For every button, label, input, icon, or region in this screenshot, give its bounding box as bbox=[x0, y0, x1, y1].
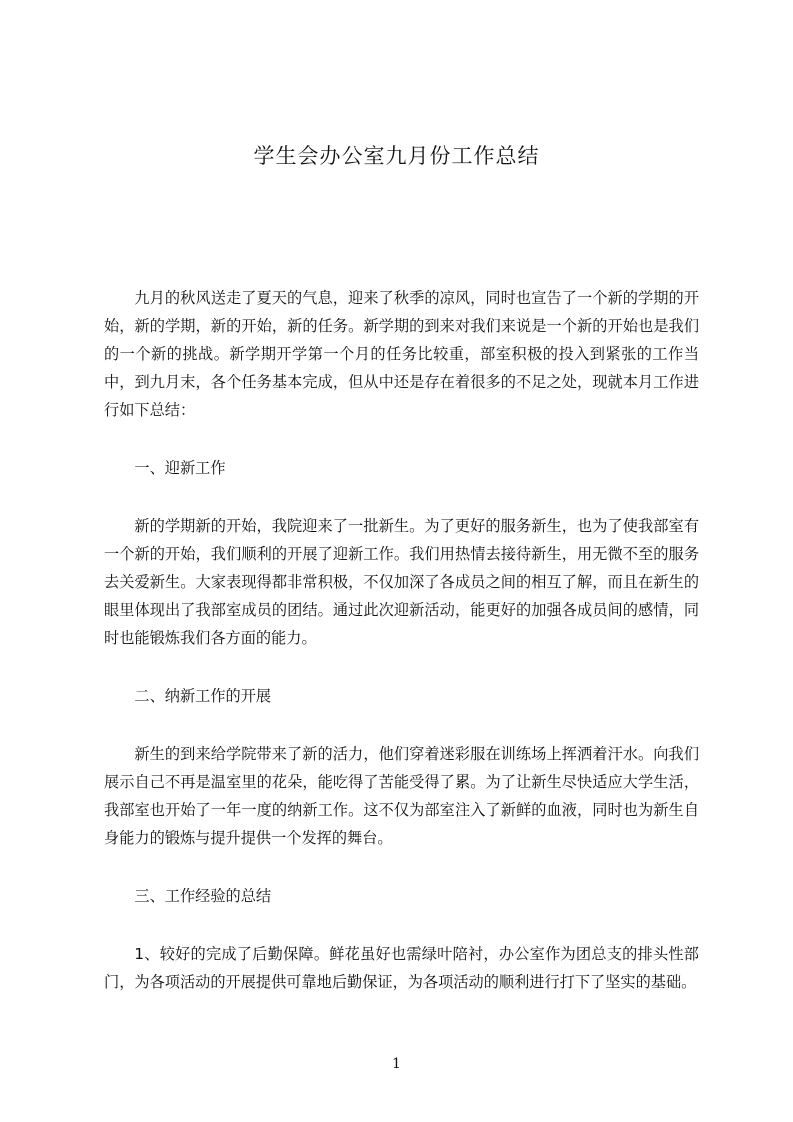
section-paragraph-welcome: 新的学期新的开始，我院迎来了一批新生。为了更好的服务新生，也为了使我部室有一个新的开始，我们顺利的开展了迎新工作。我们用热情去接待新生，用无微不至的服务去关爱新生。大家表现得都非常积极，不仅加深了各成员之间的相互了解，而且在新生的眼里体现出了我部室成员的团结。通过此次迎新活动，能更好的加强各成员间的感情，同时也能锻炼我们各方面的能力。 bbox=[104, 517, 699, 647]
section-paragraph-recruitment: 新生的到来给学院带来了新的活力，他们穿着迷彩服在训练场上挥洒着汗水。向我们展示自己不再是温室里的花朵，能吃得了苦能受得了累。为了让新生尽快适应大学生活，我部室也开始了一年一度的纳新工作。这不仅为部室注入了新鲜的血液，同时也为新生自身能力的锻炼与提升提供一个发挥的舞台。 bbox=[104, 745, 699, 847]
section-heading-experience: 三、工作经验的总结 bbox=[134, 887, 272, 905]
intro-paragraph: 九月的秋风送走了夏天的气息，迎来了秋季的凉风，同时也宣告了一个新的学期的开始，新的学期，新的开始，新的任务。新学期的到来对我们来说是一个新的开始也是我们的一个新的挑战。新学期开学第一个月的任务比较重，部室积极的投入到紧张的工作当中，到九月末，各个任务基本完成，但从中还是存在着很多的不足之处，现就本月工作进行如下总结： bbox=[104, 289, 699, 419]
section-heading-welcome: 一、迎新工作 bbox=[134, 459, 226, 477]
document-body bbox=[104, 284, 699, 996]
page-number: 1 bbox=[392, 1056, 401, 1072]
section-paragraph-experience: 1、较好的完成了后勤保障。鲜花虽好也需绿叶陪衬，办公室作为团总支的排头性部门，为各项活动的开展提供可靠地后勤保证，为各项活动的顺利进行打下了坚实的基础。 bbox=[104, 945, 699, 991]
document-title: 学生会办公室九月份工作总结 bbox=[253, 144, 540, 168]
section-heading-recruitment: 二、纳新工作的开展 bbox=[134, 687, 272, 705]
